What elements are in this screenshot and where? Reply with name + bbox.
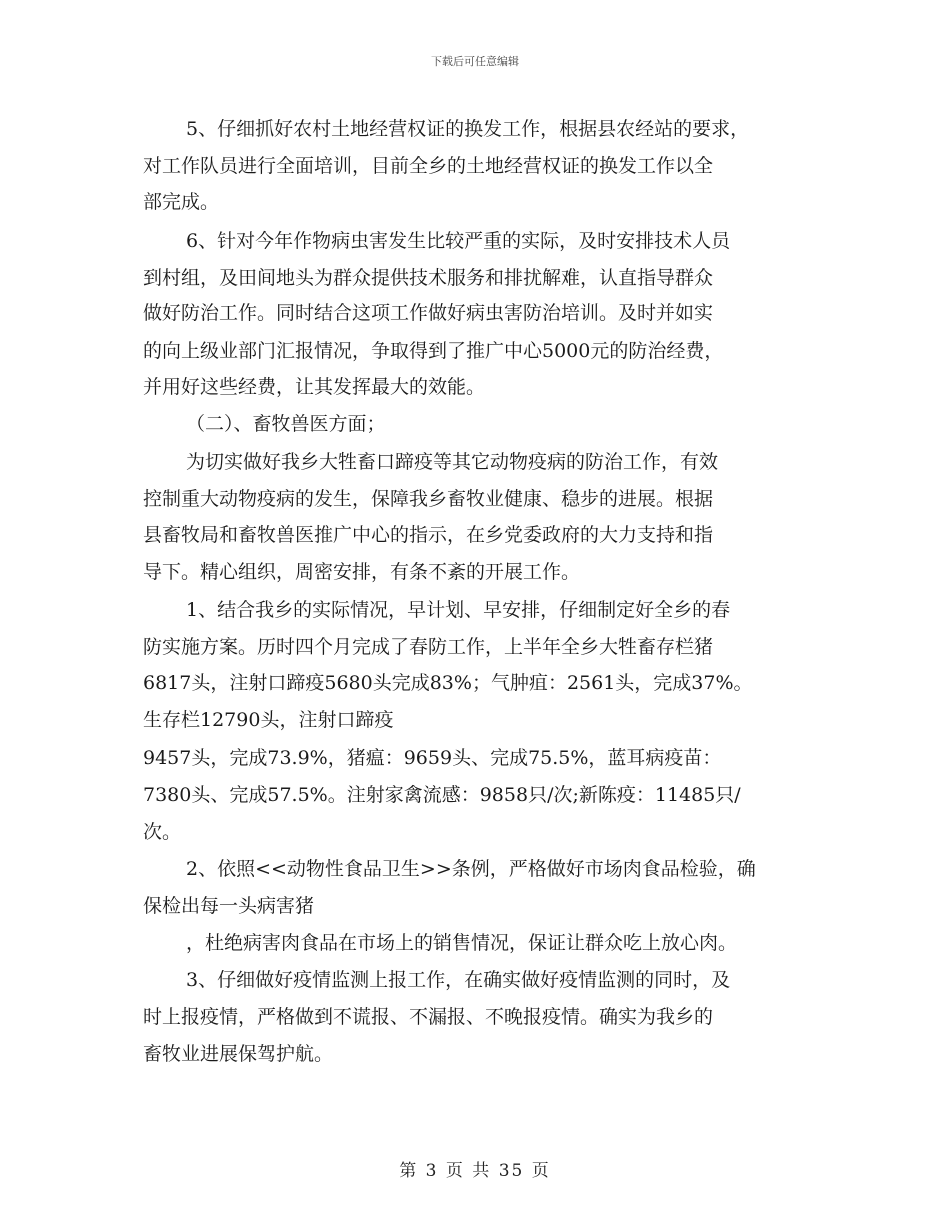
text-line: 次。 [143,821,182,843]
text-line: 畜牧业进展保驾护航。 [143,1043,334,1065]
text-line: 生存栏12790头，注射口蹄疫 [143,709,394,731]
text-line: 保检出每一头病害猪 [143,895,315,917]
text-line: 1、结合我乡的实际情况，早计划、早安排，仔细制定好全乡的春 [186,599,731,621]
text-line: 对工作队员进行全面培训，目前全乡的土地经营权证的换发工作以全 [143,155,714,177]
text-line: 为切实做好我乡大牲畜口蹄疫等其它动物疫病的防治工作，有效 [186,451,719,473]
text-line: 6817头，注射口蹄疫5680头完成83%；气肿疽：2561头，完成37%。 [143,672,753,694]
text-line: 控制重大动物疫病的发生，保障我乡畜牧业健康、稳步的进展。根据 [143,488,714,510]
text-line: 3、仔细做好疫情监测上报工作，在确实做好疫情监测的同时，及 [186,969,731,991]
text-line: 时上报疫情，严格做到不谎报、不漏报、不晚报疫情。确实为我乡的 [143,1006,714,1028]
text-line: ，杜绝病害肉食品在市场上的销售情况，保证让群众吃上放心肉。 [186,932,738,954]
text-line: 防实施方案。历时四个月完成了春防工作，上半年全乡大牲畜存栏猪 [143,636,714,658]
text-line: 5、仔细抓好农村土地经营权证的换发工作，根据县农经站的要求， [186,118,750,140]
text-line: 到村组，及田间地头为群众提供技术服务和排扰解难，认直指导群众 [143,267,714,289]
text-line: 县畜牧局和畜牧兽医推广中心的指示，在乡党委政府的大力支持和指 [143,524,714,546]
text-line: 并用好这些经费，让其发挥最大的效能。 [143,376,486,398]
text-line: 部完成。 [143,191,220,213]
section-heading: （二）、畜牧兽医方面； [186,413,386,435]
text-line: 做好防治工作。同时结合这项工作做好病虫害防治培训。及时并如实 [143,302,714,324]
text-line: 7380头、完成57.5%。注射家禽流感：9858只/次;新陈疫：11485只/ [143,784,741,806]
text-line: 2、依照<<动物性食品卫生>>条例，严格做好市场肉食品检验，确 [186,858,756,880]
page-number: 第 3 页 共 35 页 [399,1161,551,1181]
text-line: 导下。精心组织，周密安排，有条不紊的开展工作。 [143,561,581,583]
text-line: 9457头，完成73.9%，猪瘟：9659头、完成75.5%，蓝耳病疫苗： [143,747,722,769]
text-line: 6、针对今年作物病虫害发生比较严重的实际，及时安排技术人员 [186,230,731,252]
text-line: 的向上级业部门汇报情况，争取得到了推广中心5000元的防治经费， [143,340,724,362]
page-header: 下载后可任意编辑 [431,55,519,68]
